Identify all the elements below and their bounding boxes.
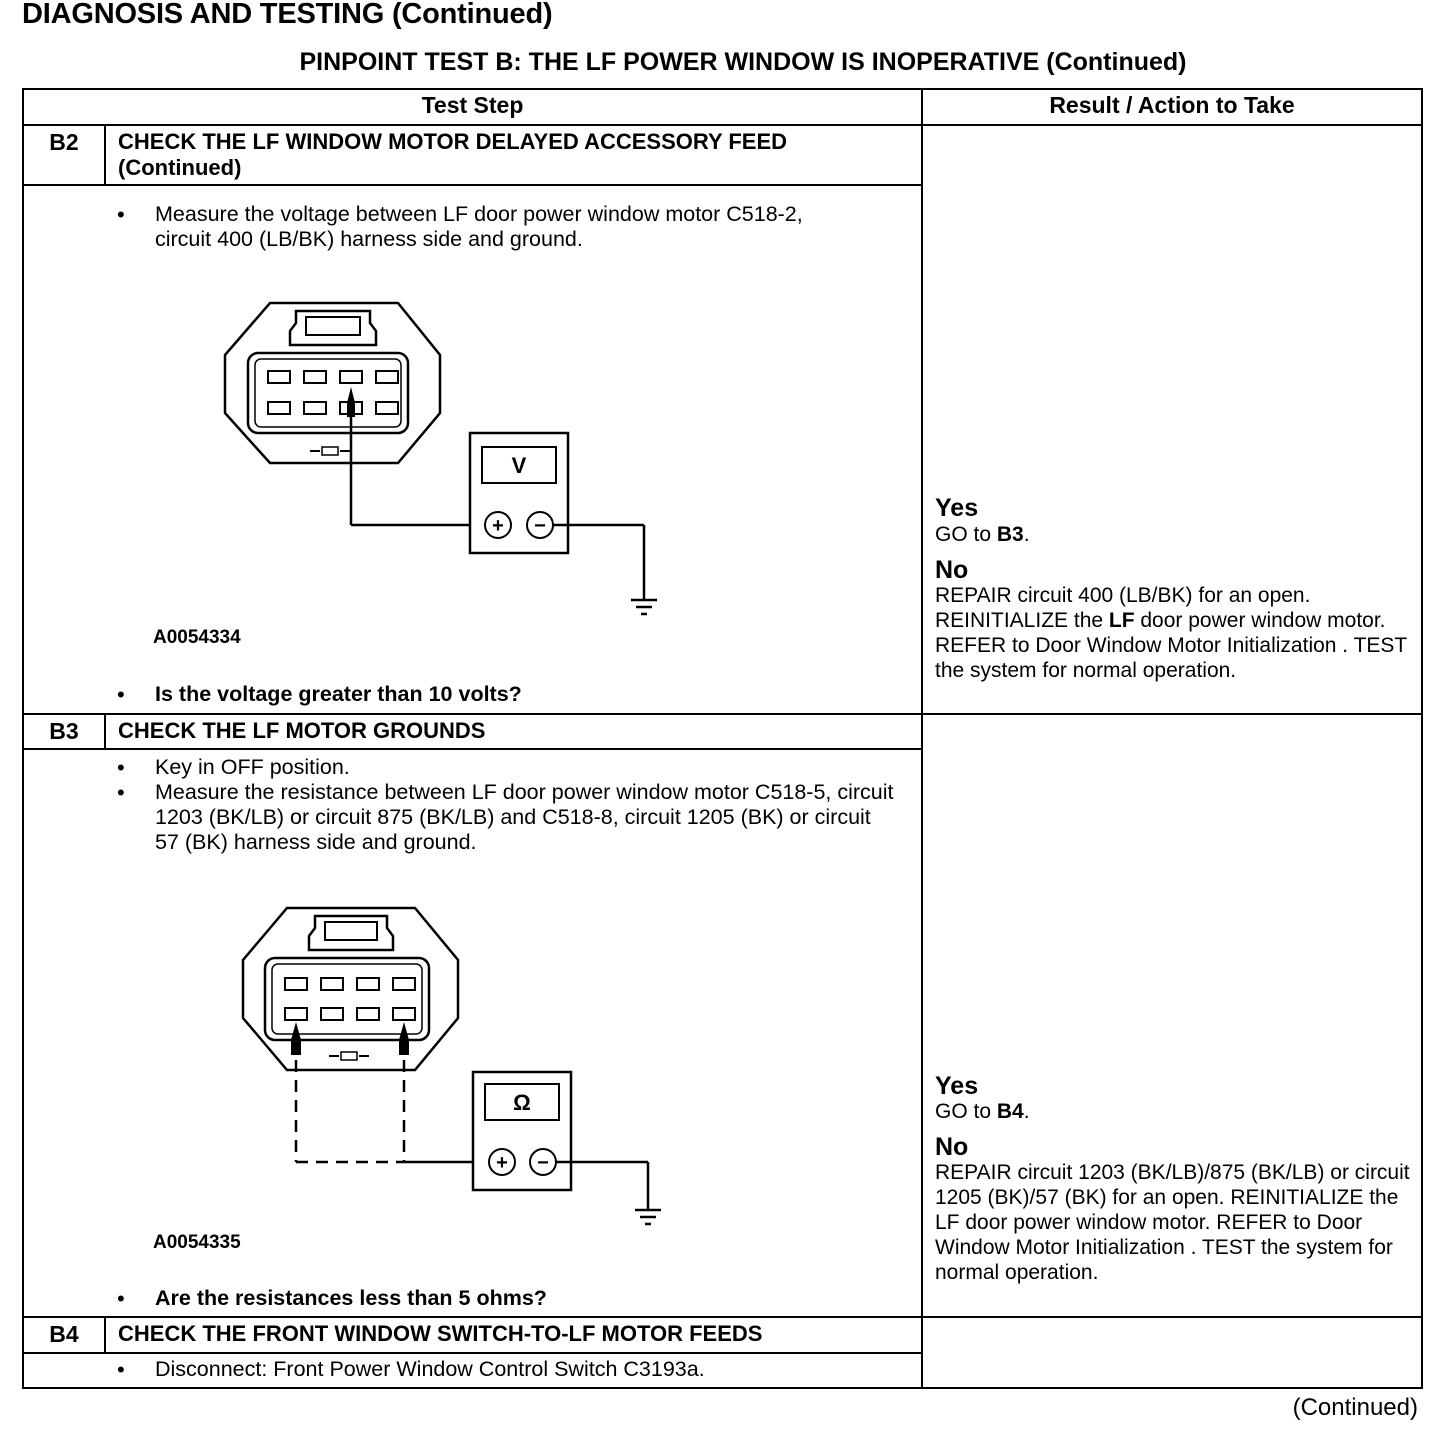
table-border-top — [22, 88, 1423, 90]
minus-icon: − — [537, 1152, 549, 1174]
bullet-icon: • — [117, 202, 125, 227]
header-result-action: Result / Action to Take — [1049, 92, 1295, 118]
b2-title-divider — [22, 184, 923, 186]
b2-yes-label: Yes — [935, 494, 979, 522]
ohm-symbol: Ω — [513, 1090, 531, 1115]
page-title: DIAGNOSIS AND TESTING (Continued) — [22, 0, 553, 30]
figure-id-b2: A0054334 — [153, 627, 241, 648]
b2-instruction: Measure the voltage between LF door power window motor C518-2, circuit 400 (LB/BK) harness side and ground. — [155, 202, 803, 251]
pin — [321, 978, 343, 990]
bullet-icon: • — [117, 1286, 125, 1311]
b2-yes-action: GO to B3. — [935, 523, 1030, 546]
b3-instruction-1: Key in OFF position. — [155, 755, 350, 779]
pin — [357, 978, 379, 990]
minus-icon: − — [534, 515, 546, 537]
pin — [393, 978, 415, 990]
pin — [376, 371, 398, 383]
step-id-b2: B2 — [49, 129, 79, 155]
ground-icon — [631, 600, 657, 614]
pin — [285, 1008, 307, 1020]
plus-icon: + — [492, 515, 504, 537]
probe-tip — [347, 387, 355, 417]
figure-id-b3: A0054335 — [153, 1232, 241, 1253]
b3-yes-target: B4 — [996, 1100, 1024, 1123]
b2-id-divider — [104, 124, 106, 186]
probe-tip — [291, 1022, 301, 1055]
b4-title-divider — [22, 1352, 923, 1354]
step-id-b3: B3 — [49, 718, 79, 744]
b3-title-divider — [22, 748, 923, 750]
b2-yes-target: B3 — [996, 523, 1024, 546]
pin — [268, 371, 290, 383]
bullet-icon: • — [117, 780, 125, 805]
bullet-icon: • — [117, 755, 125, 780]
probe-tip — [399, 1022, 409, 1055]
b3-yes-action: GO to B4. — [935, 1100, 1030, 1123]
header-divider — [22, 124, 1423, 126]
b3-yes-label: Yes — [935, 1072, 979, 1100]
pin — [393, 1008, 415, 1020]
b2-question: Is the voltage greater than 10 volts? — [155, 682, 522, 706]
pin — [285, 978, 307, 990]
connector-housing — [248, 353, 408, 433]
header-test-step: Test Step — [421, 92, 524, 118]
connector-outline — [243, 908, 458, 1070]
pin — [304, 371, 326, 383]
pin — [268, 402, 290, 414]
voltmeter — [470, 433, 568, 553]
b2-voltage-diagram — [210, 295, 680, 625]
b3-row-divider — [22, 713, 1423, 715]
pin — [357, 1008, 379, 1020]
b4-id-divider — [104, 1316, 106, 1354]
step-title-b3: CHECK THE LF MOTOR GROUNDS — [118, 718, 486, 743]
b2-no-action: REPAIR circuit 400 (LB/BK) for an open. REINITIALIZE the LF door power window motor. REFER to Door Window Motor Initialization . TEST the system for normal operation. — [935, 584, 1407, 682]
b3-question: Are the resistances less than 5 ohms? — [155, 1286, 547, 1310]
plus-icon: + — [496, 1152, 508, 1174]
table-border-right — [1421, 88, 1423, 1389]
b2-no-label: No — [935, 556, 969, 584]
step-id-b4: B4 — [49, 1321, 79, 1347]
b4-instruction: Disconnect: Front Power Window Control Switch C3193a. — [155, 1357, 705, 1381]
b3-resistance-diagram — [225, 900, 695, 1230]
ground-icon — [635, 1210, 661, 1224]
pinpoint-test-title: PINPOINT TEST B: THE LF POWER WINDOW IS INOPERATIVE (Continued) — [299, 48, 1187, 76]
pin — [376, 402, 398, 414]
continued-note: (Continued) — [1292, 1394, 1418, 1421]
pin — [321, 1008, 343, 1020]
b4-row-divider — [22, 1316, 1423, 1318]
b3-instruction-2: Measure the resistance between LF door power window motor C518-5, circuit 1203 (BK/LB) or circuit 875 (BK/LB) and C518-8, circuit 1205 (BK) or circuit 57 (BK) harness side and ground. — [155, 780, 894, 854]
pin — [304, 402, 326, 414]
b3-no-action: REPAIR circuit 1203 (BK/LB)/875 (BK/LB) or circuit 1205 (BK)/57 (BK) for an open. REINITIALIZE the LF door power window motor. REFER to Door Window Motor Initialization . TEST the system for normal operation. — [935, 1161, 1410, 1284]
table-border-bottom — [22, 1387, 1423, 1389]
voltage-symbol: V — [511, 453, 527, 478]
step-title-b4: CHECK THE FRONT WINDOW SWITCH-TO-LF MOTOR FEEDS — [118, 1321, 763, 1346]
bullet-icon: • — [117, 1357, 125, 1382]
b3-no-label: No — [935, 1133, 969, 1161]
b3-id-divider — [104, 713, 106, 750]
bullet-icon: • — [117, 682, 125, 707]
pin — [340, 371, 362, 383]
column-divider — [921, 88, 923, 1389]
step-title-b2: CHECK THE LF WINDOW MOTOR DELAYED ACCESSORY FEED (Continued) — [118, 129, 788, 180]
